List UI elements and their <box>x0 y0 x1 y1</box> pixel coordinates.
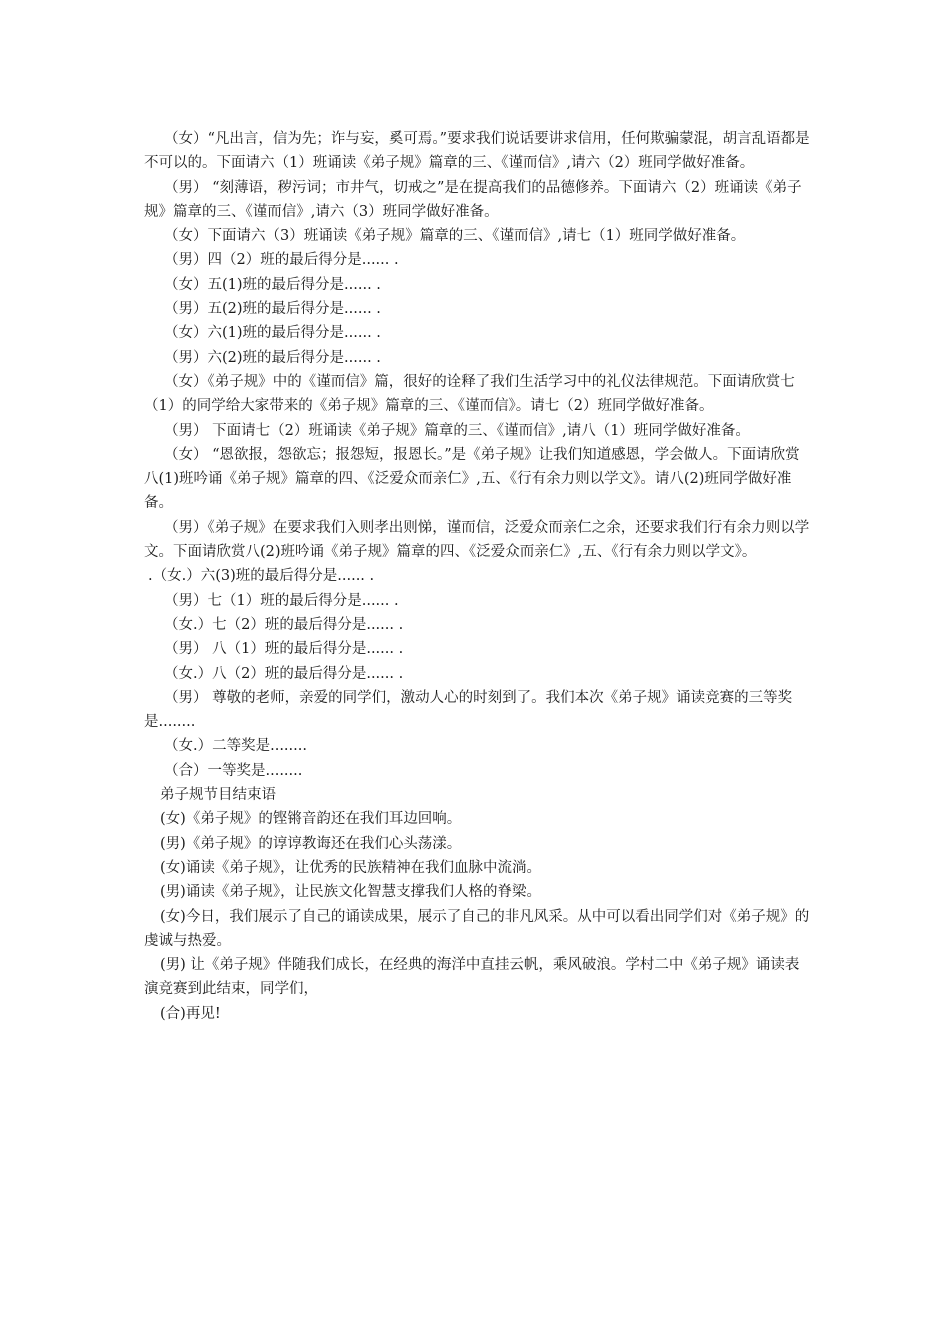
paragraph-13: .（女.）六(3)班的最后得分是...... . <box>148 568 375 585</box>
paragraph-14: （男）七（1）班的最后得分是...... . <box>164 592 399 609</box>
paragraph-22: (女)《弟子规》的铿锵音韵还在我们耳边回响。 <box>160 811 462 828</box>
paragraph-19: （女.）二等奖是........ <box>164 738 307 755</box>
paragraph-25: (男)诵读《弟子规》，让民族文化智慧支撑我们人格的脊梁。 <box>160 884 542 901</box>
paragraph-8: （男）六(2)班的最后得分是...... . <box>164 349 381 366</box>
paragraph-23: (男)《弟子规》的谆谆教诲还在我们心头荡漾。 <box>160 835 462 852</box>
paragraph-28: (合)再见! <box>160 1005 221 1022</box>
paragraph-7: （女）六(1)班的最后得分是...... . <box>164 325 381 342</box>
paragraph-6: （男）五(2)班的最后得分是...... . <box>164 301 381 318</box>
paragraph-20: （合）一等奖是........ <box>164 762 303 779</box>
paragraph-11: （女） “恩欲报，怨欲忘；报怨短，报恩长。”是《弟子规》让我们知道感恩，学会做人。下面请欣赏八(1)班吟诵《弟子规》篇章的四、《泛爱众而亲仁》,五、《行有余力则以学文》。请八(2)班同学做好准备。 <box>144 446 800 512</box>
paragraph-12: （男）《弟子规》在要求我们入则孝出则悌，谨而信，泛爱众而亲仁之余，还要求我们行有余力则以学文。下面请欣赏八(2)班吟诵《弟子规》篇章的四、《泛爱众而亲仁》,五、《行有余力则以学文》。 <box>144 519 810 561</box>
paragraph-9: （女）《弟子规》中的《谨而信》篇，很好的诠释了我们生活学习中的礼仪法律规范。下面请欣赏七（1）的同学给大家带来的《弟子规》篇章的三、《谨而信》。请七（2）班同学做好准备。 <box>144 373 795 415</box>
document-body <box>144 127 812 1026</box>
closing-heading: 弟子规节目结束语 <box>160 787 276 804</box>
paragraph-5: （女）五(1)班的最后得分是...... . <box>164 276 381 293</box>
paragraph-3: （女）下面请六（3）班诵读《弟子规》篇章的三、《谨而信》,请七（1）班同学做好准备。 <box>164 228 746 245</box>
paragraph-27: (男) 让《弟子规》伴随我们成长，在经典的海洋中直挂云帆，乘风破浪。学村二中《弟子规》诵读表演竞赛到此结束，同学们， <box>144 957 800 998</box>
paragraph-2: （男） “刻薄语，秽污词；市井气，切戒之”是在提高我们的品德修养。下面请六（2）班诵读《弟子规》篇章的三、《谨而信》,请六（3）班同学做好准备。 <box>144 179 802 220</box>
paragraph-18: （男） 尊敬的老师，亲爱的同学们，激动人心的时刻到了。我们本次《弟子规》诵读竞赛的三等奖是........ <box>144 689 793 731</box>
paragraph-15: （女.）七（2）班的最后得分是...... . <box>164 616 404 633</box>
paragraph-1: （女）“凡出言，信为先；诈与妄，奚可焉。”要求我们说话要讲求信用，任何欺骗蒙混，胡言乱语都是不可以的。下面请六（1）班诵读《弟子规》篇章的三、《谨而信》,请六（2）班同学做好准备。 <box>144 131 810 172</box>
paragraph-16: （男） 八（1）班的最后得分是...... . <box>164 641 404 658</box>
paragraph-10: （男） 下面请七（2）班诵读《弟子规》篇章的三、《谨而信》,请八（1）班同学做好准备。 <box>164 422 750 439</box>
paragraph-24: (女)诵读《弟子规》，让优秀的民族精神在我们血脉中流淌。 <box>160 859 542 876</box>
paragraph-4: （男）四（2）班的最后得分是...... . <box>164 252 399 269</box>
paragraph-26: (女)今日，我们展示了自己的诵读成果，展示了自己的非凡风采。从中可以看出同学们对《弟子规》的虔诚与热爱。 <box>144 908 810 949</box>
paragraph-17: （女.）八（2）班的最后得分是...... . <box>164 665 404 682</box>
